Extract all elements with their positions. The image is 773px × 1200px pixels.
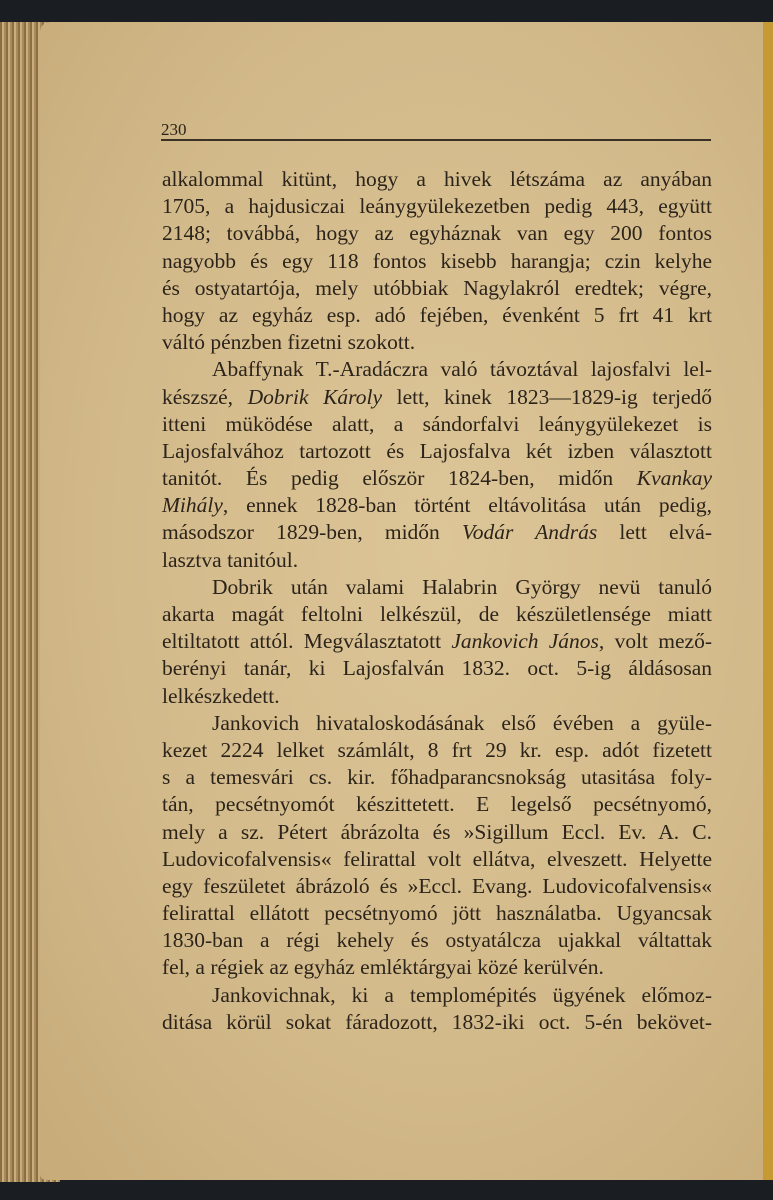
text-line xyxy=(162,411,712,438)
text-segment: itteni müködése alatt, a sándorfalvi leánygyülekezet is xyxy=(162,411,712,436)
text-line xyxy=(162,819,712,846)
text-line xyxy=(162,220,712,247)
text-line xyxy=(162,927,712,954)
paragraph xyxy=(162,710,712,982)
text-segment: nagyobb és egy 118 fontos kisebb harangja; czin kelyhe xyxy=(162,248,712,273)
italic-name: Dobrik Károly xyxy=(247,384,383,409)
text-segment: 1705, a hajdusiczai leánygyülekezetben pedig 443, együtt xyxy=(162,194,712,219)
text-line xyxy=(162,492,712,519)
text-line xyxy=(162,465,712,492)
text-line xyxy=(162,601,712,628)
text-segment: , ennek 1828-ban történt eltávolitása után pedig, xyxy=(222,493,712,518)
text-line xyxy=(162,438,712,465)
text-segment: Ludovicofalvensis« felirattal volt ellátva, elveszett. Helyette xyxy=(162,846,712,871)
header-rule xyxy=(161,139,711,141)
text-line xyxy=(162,547,712,574)
italic-name: Mihály xyxy=(162,493,223,518)
italic-name: Jankovich János, xyxy=(451,629,605,654)
text-line xyxy=(162,655,712,682)
italic-name: Vodár András xyxy=(461,520,598,545)
text-segment: lett elvá- xyxy=(597,520,712,545)
text-segment: lelkészkedett. xyxy=(162,683,280,708)
text-line xyxy=(162,628,712,655)
text-segment: 1830-ban a régi kehely és ostyatálcza ujakkal váltattak xyxy=(162,928,712,953)
text-segment: tanitót. És pedig először 1824-ben, midőn xyxy=(162,466,637,491)
text-line xyxy=(162,356,712,383)
text-line xyxy=(162,982,712,1009)
text-segment: Jankovich hivataloskodásának első évében a gyüle- xyxy=(212,710,712,735)
text-line xyxy=(162,275,712,302)
page-number: 230 xyxy=(161,120,187,139)
paragraph xyxy=(162,574,712,710)
paragraph xyxy=(162,982,712,1036)
text-segment: mely a sz. Pétert ábrázolta és »Sigillum Eccl. Ev. A. C. xyxy=(162,819,712,844)
text-line xyxy=(162,1009,712,1036)
text-line xyxy=(162,900,712,927)
text-segment: kezet 2224 lelket számlált, 8 frt 29 kr. esp. adót fizetett xyxy=(162,737,712,762)
text-line xyxy=(162,193,712,220)
text-segment: és ostyatartója, mely utóbbiak Nagylakról eredtek; végre, xyxy=(162,275,712,300)
text-segment: Abaffynak T.-Aradáczra való távoztával lajosfalvi lel- xyxy=(212,357,712,382)
text-segment: felirattal ellátott pecsétnyomó jött használatba. Ugyancsak xyxy=(162,901,712,926)
text-line xyxy=(162,954,712,981)
body-text xyxy=(162,166,712,1036)
text-segment: eltiltatott attól. Megválasztatott xyxy=(162,629,452,654)
text-segment: ditása körül sokat fáradozott, 1832-iki oct. 5-én bekövet- xyxy=(162,1009,712,1034)
text-segment: tán, pecsétnyomót készittetett. E legelső pecsétnyomó, xyxy=(162,792,712,817)
text-line xyxy=(162,737,712,764)
italic-name: Kvankay xyxy=(636,466,712,491)
text-segment: másodszor 1829-ben, midőn xyxy=(162,520,462,545)
text-line xyxy=(162,248,712,275)
text-line xyxy=(162,519,712,546)
text-line xyxy=(162,329,712,356)
text-segment: váltó pénzben fizetni szokott. xyxy=(162,330,416,355)
paragraph xyxy=(162,356,712,574)
text-segment: s a temesvári cs. kir. főhadparancsnokság utasitása foly- xyxy=(162,765,712,790)
text-line xyxy=(162,574,712,601)
text-line xyxy=(162,710,712,737)
text-segment: készszé, xyxy=(162,384,248,409)
text-segment: egy feszületet ábrázoló és »Eccl. Evang. Ludovicofalvensis« xyxy=(162,873,712,898)
text-line xyxy=(162,683,712,710)
text-line xyxy=(162,873,712,900)
text-segment: Lajosfalvához tartozott és Lajosfalva két izben választott xyxy=(162,438,712,463)
text-line xyxy=(162,846,712,873)
text-segment: Jankovichnak, ki a templomépités ügyének előmoz- xyxy=(212,982,712,1007)
text-segment: akarta magát feltolni lelkészül, de készületlensége miatt xyxy=(162,602,712,626)
text-segment: fel, a régiek az egyház emléktárgyai közé kerülvén. xyxy=(162,955,604,980)
text-line xyxy=(162,166,712,193)
paragraph xyxy=(162,166,712,356)
text-line xyxy=(162,302,712,329)
text-segment: berényi tanár, ki Lajosfalván 1832. oct. 5-ig áldásosan xyxy=(162,656,712,681)
text-line xyxy=(162,764,712,791)
text-line xyxy=(162,791,712,818)
text-segment: hogy az egyház esp. adó fejében, évenként 5 frt 41 krt xyxy=(162,302,712,327)
text-segment: Dobrik után valami Halabrin György nevü tanuló xyxy=(212,574,712,599)
text-segment: lett, kinek 1823—1829-ig terjedő xyxy=(382,384,713,409)
page-edge-right xyxy=(763,22,773,1180)
text-segment: alkalommal kitünt, hogy a hivek létszáma az anyában xyxy=(162,167,712,191)
text-line xyxy=(162,384,712,411)
text-segment: lasztva tanitóul. xyxy=(162,547,299,572)
text-segment: 2148; továbbá, hogy az egyháznak van egy 200 fontos xyxy=(162,221,712,246)
text-segment: volt mező- xyxy=(604,629,712,654)
